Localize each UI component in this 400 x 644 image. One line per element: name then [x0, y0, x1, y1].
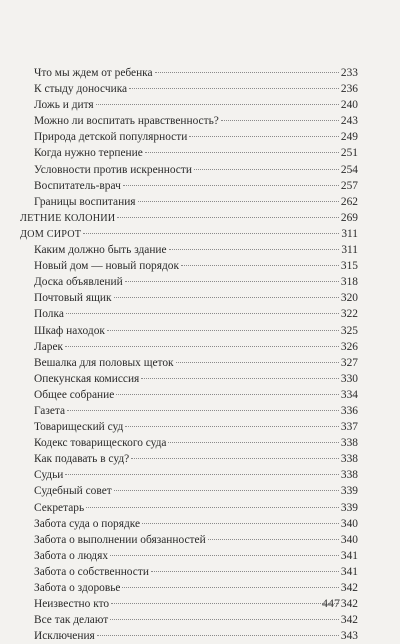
- toc-entry-title: Вешалка для половых щеток: [34, 356, 174, 369]
- dot-leader: [114, 297, 339, 298]
- toc-entry: [20, 612, 358, 628]
- dot-leader: [116, 394, 339, 395]
- dot-leader: [141, 378, 339, 379]
- toc-entry: [20, 451, 358, 467]
- toc-entry-page: 262: [340, 195, 358, 208]
- toc-entry: [20, 194, 358, 210]
- toc-entry-title: Забота суда о порядке: [34, 517, 141, 530]
- toc-entry-title: Товарищеский суд: [34, 421, 124, 434]
- dot-leader: [97, 635, 339, 636]
- toc-entry: [20, 258, 358, 274]
- toc-entry: [20, 564, 358, 580]
- toc-entry-page: 311: [341, 244, 358, 257]
- toc-entry-page: 257: [340, 179, 358, 192]
- dot-leader: [145, 152, 339, 153]
- toc-entry: [20, 387, 358, 403]
- toc-entry-page: 338: [340, 453, 358, 466]
- page-number: 447: [322, 596, 340, 610]
- dot-leader: [67, 410, 339, 411]
- toc-entry: [20, 145, 358, 161]
- toc-entry-page: 341: [340, 565, 358, 578]
- dot-leader: [110, 619, 339, 620]
- dot-leader: [65, 474, 339, 475]
- dot-leader: [111, 603, 339, 604]
- toc-entry-page: 340: [340, 517, 358, 530]
- toc-entry-title: Что мы ждем от ребенка: [34, 67, 153, 79]
- toc-entry: [20, 242, 358, 258]
- toc-entry-title: Судьи: [34, 469, 64, 482]
- toc-entry-title: Границы воспитания: [34, 195, 136, 208]
- toc-entry-title: Все так делают: [34, 614, 109, 627]
- dot-leader: [168, 442, 338, 443]
- toc-entry-page: 338: [340, 469, 358, 482]
- dot-leader: [122, 587, 338, 588]
- dot-leader: [114, 490, 339, 491]
- toc-entry-title: Природа детской популярности: [34, 131, 188, 144]
- toc-entry-page: 339: [340, 485, 358, 498]
- toc-entry: [20, 81, 358, 97]
- toc-entry-title: Каким должно быть здание: [34, 244, 167, 257]
- toc-entry-page: 233: [340, 67, 358, 79]
- dot-leader: [86, 507, 339, 508]
- dot-leader: [208, 539, 339, 540]
- toc-entry-page: 269: [340, 211, 358, 224]
- toc-entry-page: 336: [340, 404, 358, 417]
- dot-leader: [142, 523, 339, 524]
- dot-leader: [221, 120, 339, 121]
- toc-entry-title: Секретарь: [34, 501, 85, 514]
- dot-leader: [117, 217, 339, 218]
- toc-entry: [20, 500, 358, 516]
- toc-entry: [20, 580, 358, 596]
- toc-entry: [20, 323, 358, 339]
- toc-entry-page: 322: [340, 308, 358, 321]
- toc-entry-page: 243: [340, 115, 358, 128]
- toc-entry-title: К стыду доносчика: [34, 83, 128, 96]
- toc-entry-page: 311: [341, 227, 358, 240]
- toc-entry-page: 334: [340, 388, 358, 401]
- toc-entry-page: 342: [340, 598, 358, 611]
- toc-entry-title: Полка: [34, 308, 64, 321]
- dot-leader: [125, 281, 339, 282]
- toc-entry-title: Шкаф находок: [34, 324, 105, 337]
- dot-leader: [151, 571, 339, 572]
- dot-leader: [189, 136, 339, 137]
- dot-leader: [138, 201, 339, 202]
- dot-leader: [129, 88, 339, 89]
- toc-entry: [20, 210, 358, 226]
- toc-entry-page: 318: [340, 276, 358, 289]
- toc-entry: [20, 467, 358, 483]
- toc-entry: [20, 113, 358, 129]
- dot-leader: [107, 330, 339, 331]
- dot-leader: [155, 72, 339, 73]
- toc-entry: [20, 97, 358, 113]
- toc-entry-page: 342: [340, 614, 358, 627]
- toc-entry: [20, 339, 358, 355]
- toc-entry-title: Забота о выполнении обязанностей: [34, 533, 206, 546]
- toc-entry-page: 240: [340, 99, 358, 112]
- dot-leader: [181, 265, 339, 266]
- dot-leader: [83, 233, 339, 234]
- toc-entry: [20, 226, 358, 242]
- toc-entry: [20, 403, 358, 419]
- toc-entry-page: 337: [340, 421, 358, 434]
- toc-entry-title: Газета: [34, 404, 66, 417]
- toc-entry: [20, 548, 358, 564]
- toc-entry: [20, 532, 358, 548]
- toc-entry: [20, 274, 358, 290]
- toc-entry-page: 339: [340, 501, 358, 514]
- toc-entry-page: 251: [340, 147, 358, 160]
- toc-entry-title: Ложь и дитя: [34, 99, 94, 112]
- toc-entry: [20, 355, 358, 371]
- toc-entry-title: Кодекс товарищеского суда: [34, 437, 167, 450]
- toc-entry-title: ЛЕТНИЕ КОЛОНИИ: [20, 212, 116, 224]
- toc-entry-page: 330: [340, 372, 358, 385]
- toc-entry-page: 254: [340, 163, 358, 176]
- dot-leader: [169, 249, 340, 250]
- toc-entry: [20, 129, 358, 145]
- toc-entry: [20, 516, 358, 532]
- dot-leader: [96, 104, 339, 105]
- toc-entry-title: Исключения: [34, 630, 95, 643]
- toc-entry-title: Почтовый ящик: [34, 292, 112, 305]
- toc-entry-page: 342: [340, 582, 358, 594]
- toc-entry-title: Судебный совет: [34, 485, 112, 498]
- toc-entry-title: Воспитатель-врач: [34, 179, 121, 192]
- toc-entry-title: Когда нужно терпение: [34, 147, 143, 160]
- toc-entry-page: 236: [340, 83, 358, 96]
- dot-leader: [110, 555, 339, 556]
- toc-entry-title: Забота о собственности: [34, 565, 149, 578]
- toc-entry-page: 326: [340, 340, 358, 353]
- toc-entry-title: ДОМ СИРОТ: [20, 228, 82, 240]
- toc-entry: [20, 162, 358, 178]
- toc-entry-page: 249: [340, 131, 358, 144]
- toc-entry-page: 340: [340, 533, 358, 546]
- toc-entry-title: Ларек: [34, 340, 64, 353]
- toc-entry: [20, 65, 358, 81]
- dot-leader: [194, 169, 339, 170]
- toc-entry-title: Можно ли воспитать нравственность?: [34, 115, 219, 128]
- toc-entry: [20, 596, 358, 612]
- toc-entry: [20, 435, 358, 451]
- toc-entry: [20, 371, 358, 387]
- toc-entry-title: Забота о людях: [34, 549, 109, 562]
- toc-entry-page: 325: [340, 324, 358, 337]
- toc-entry-title: Условности против искренности: [34, 163, 192, 176]
- toc-entry: [20, 628, 358, 644]
- table-of-contents: [20, 65, 358, 644]
- toc-entry: [20, 178, 358, 194]
- toc-entry-page: 327: [340, 356, 358, 369]
- toc-entry-title: Новый дом — новый порядок: [34, 260, 179, 273]
- toc-entry-page: 343: [340, 630, 358, 643]
- toc-entry-title: Забота о здоровье: [34, 582, 121, 594]
- dot-leader: [176, 362, 339, 363]
- toc-entry-page: 338: [340, 437, 358, 450]
- dot-leader: [66, 313, 339, 314]
- toc-entry: [20, 483, 358, 499]
- toc-entry-page: 320: [340, 292, 358, 305]
- dot-leader: [125, 426, 339, 427]
- toc-entry-title: Как подавать в суд?: [34, 453, 130, 466]
- dot-leader: [65, 346, 339, 347]
- toc-entry-page: 315: [340, 260, 358, 273]
- dot-leader: [131, 458, 339, 459]
- toc-entry-title: Общее собрание: [34, 388, 115, 401]
- dot-leader: [123, 185, 339, 186]
- toc-entry-page: 341: [340, 549, 358, 562]
- toc-entry: [20, 306, 358, 322]
- toc-entry: [20, 290, 358, 306]
- toc-entry: [20, 419, 358, 435]
- toc-entry-title: Неизвестно кто: [34, 598, 110, 611]
- toc-entry-title: Опекунская комиссия: [34, 372, 140, 385]
- toc-entry-title: Доска объявлений: [34, 276, 123, 289]
